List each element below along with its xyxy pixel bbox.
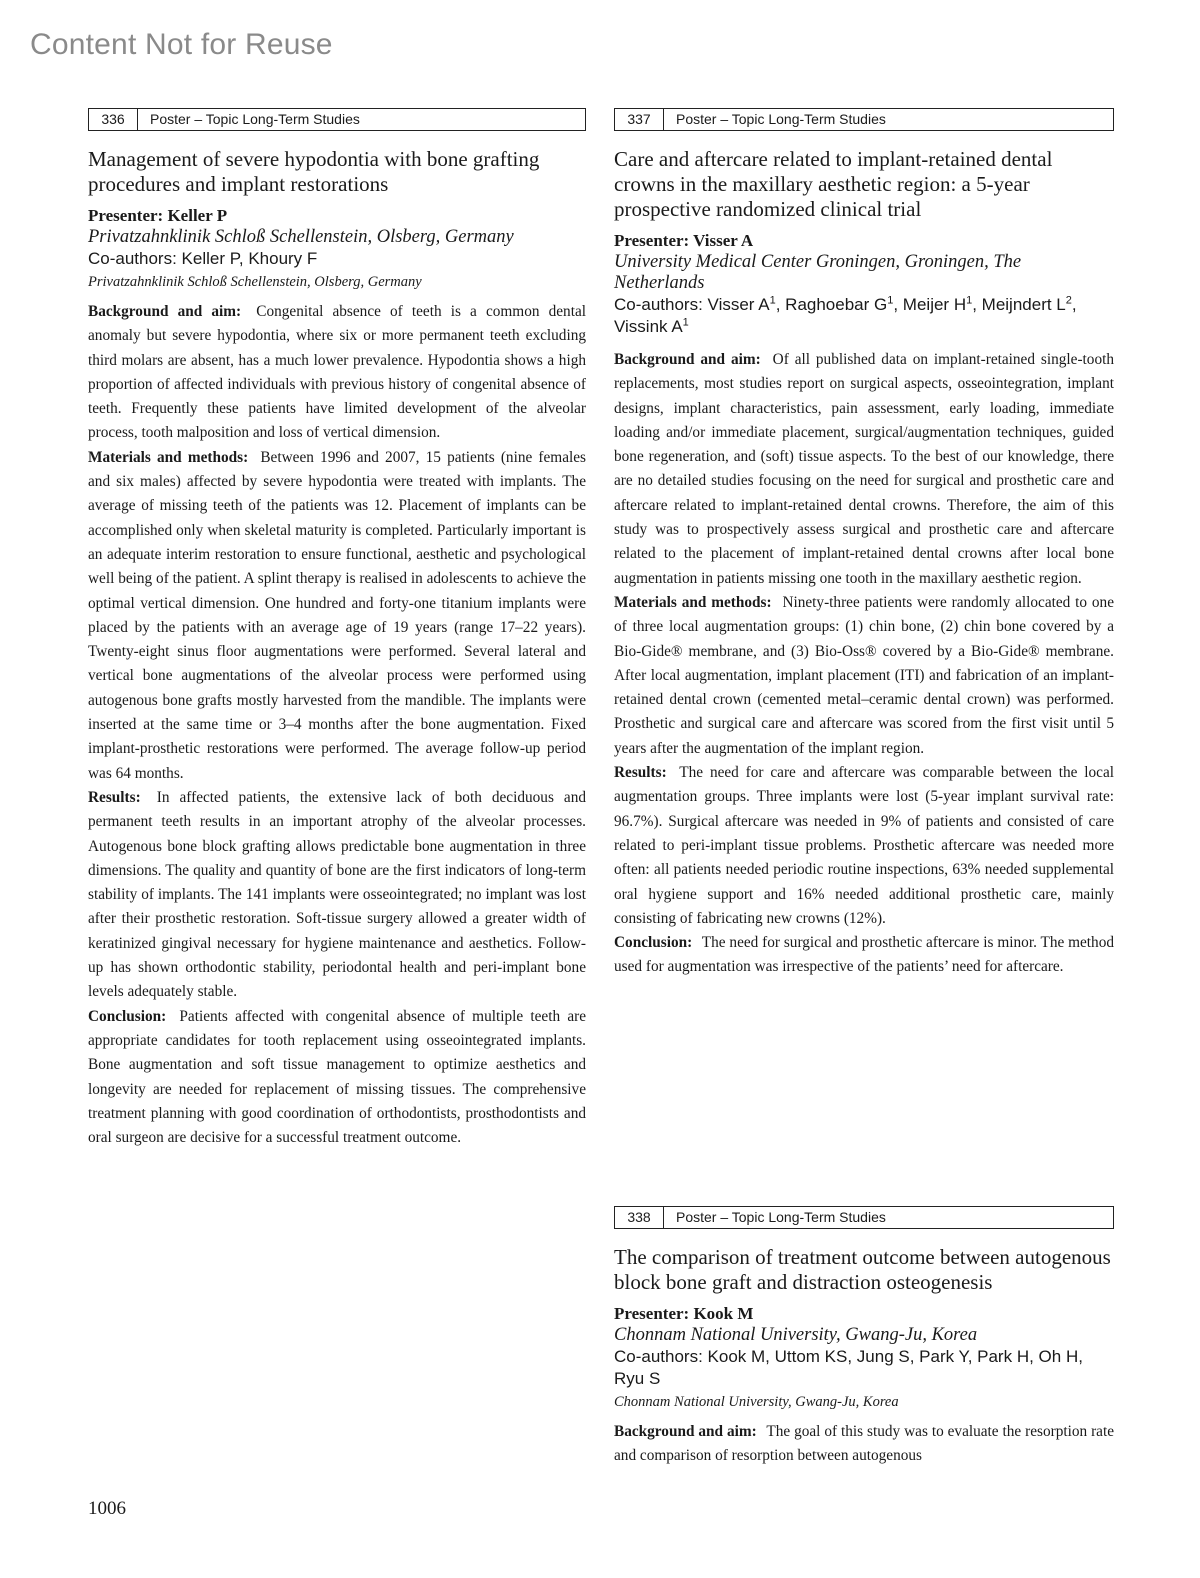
affiliation-mark: 1	[769, 294, 776, 307]
coauthors	[614, 294, 1114, 338]
section-background	[614, 348, 1114, 591]
abstract-337	[614, 108, 1114, 980]
section-label: Background and aim:	[614, 1423, 757, 1440]
affiliation-mark: 1	[682, 316, 689, 329]
section-conclusion	[614, 931, 1114, 980]
abstract-number: 337	[615, 109, 664, 130]
presenter: Presenter: Keller P	[88, 206, 228, 225]
affiliation-mark: 2	[1065, 294, 1072, 307]
section-text: The need for care and aftercare was comparable between the local augmentation groups. Three implants were lost (5-year implant survival rate: 96.7%). Surgical aftercare was needed in 9% of patients and consisted of care related to peri-implant tissue problems. Prosthetic aftercare was needed more often: all patients needed periodic routine inspections, 63% needed supplemental oral hygiene support and 16% needed additional prosthetic care, mainly consisting of fabricating new crowns (12%).	[614, 764, 1114, 927]
abstract-topic: Poster – Topic Long-Term Studies	[150, 111, 360, 127]
section-results	[88, 786, 586, 1005]
section-label: Background and aim:	[614, 351, 761, 368]
section-methods	[88, 446, 586, 786]
section-text: Of all published data on implant-retained single-tooth replacements, most studies report on surgical aspects, osseointegration, implant designs, implant characteristics, pain assessment, early loading, immediate loading and/or immediate placement, surgical/augmentation techniques, guided bone regeneration, and (soft) tissue aspects. To the best of our knowledge, there are no detailed studies focusing on the need for surgical and prosthetic care and aftercare related to implant-retained dental crowns. Therefore, the aim of this study was to prospectively assess surgical and prosthetic care and aftercare related to the placement of implant-retained dental crowns after local bone augmentation in patients missing one tooth in the maxillary aesthetic region.	[614, 351, 1114, 587]
abstract-header	[614, 108, 1114, 131]
presenter: Presenter: Kook M	[614, 1304, 754, 1323]
section-text: Congenital absence of teeth is a common dental anomaly but severe hypodontia, where six or more permanent teeth excluding third molars are absent, has a much lower prevalence. Hypodontia shows a high proportion of affected individuals with previous history of congenital absence of teeth. Frequently these patients have limited development of the alveolar process, tooth malposition and loss of vertical dimension.	[88, 303, 586, 442]
presenter: Presenter: Visser A	[614, 231, 754, 250]
section-conclusion	[88, 1005, 586, 1151]
presenter-affiliation: Privatzahnklinik Schloß Schellenstein, Olsberg, Germany	[88, 227, 514, 247]
page-number: 1006	[88, 1498, 126, 1519]
affiliation-mark: 1	[966, 294, 973, 307]
coauthor-affiliation: Chonnam National University, Gwang-Ju, Korea	[614, 1394, 899, 1410]
section-label: Materials and methods:	[614, 593, 772, 611]
section-label: Conclusion:	[614, 934, 693, 952]
abstract-topic: Poster – Topic Long-Term Studies	[676, 1209, 886, 1225]
section-text: In affected patients, the extensive lack of both deciduous and permanent teeth results in an important atrophy of the alveolar processes. Autogenous bone block grafting allows predictable bone augmentation in three dimensions. The quality and quantity of bone are the first indicators of long-term stability of implants. The 141 implants were osseointegrated; no implant was lost after their prosthetic restoration. Soft-tissue surgery allowed a greater width of keratinized gingival necessary for hygiene maintenance and aesthetics. Follow-up has shown orthodontic stability, periodontal health and peri-implant bone levels adequately stable.	[88, 788, 587, 1001]
section-label: Background and aim:	[88, 303, 242, 320]
abstract-title: Management of severe hypodontia with bone grafting procedures and implant restorations	[88, 147, 540, 196]
abstract-header	[88, 108, 586, 131]
section-label: Materials and methods:	[88, 448, 249, 466]
section-methods	[614, 591, 1114, 761]
affiliation-mark: 1	[887, 294, 894, 307]
abstract-336	[88, 108, 586, 1150]
presenter-affiliation: University Medical Center Groningen, Groningen, The Netherlands	[614, 252, 1022, 293]
abstract-title: The comparison of treatment outcome between autogenous block bone graft and distraction osteogenesis	[614, 1245, 1111, 1294]
section-text: The goal of this study was to evaluate the resorption rate and comparison of resorption between autogenous	[614, 1423, 1114, 1465]
coauthor-name: , Meijer H	[893, 295, 967, 314]
coauthors: Co-authors: Kook M, Uttom KS, Jung S, Park Y, Park H, Oh H, Ryu S	[614, 1347, 1083, 1388]
section-background	[88, 300, 586, 446]
section-results	[614, 761, 1114, 931]
presenter-affiliation: Chonnam National University, Gwang-Ju, Korea	[614, 1325, 978, 1345]
coauthor-name: , Meijndert L	[972, 295, 1066, 314]
abstract-header	[614, 1206, 1114, 1229]
section-text: The need for surgical and prosthetic aftercare is minor. The method used for augmentation was irrespective of the patients’ need for aftercare.	[614, 934, 1114, 976]
abstract-topic: Poster – Topic Long-Term Studies	[676, 111, 886, 127]
coauthor-name: , Vissink A	[614, 295, 1077, 336]
section-text: Patients affected with congenital absence of multiple teeth are appropriate candidates for tooth replacement using osseointegrated implants. Bone augmentation and soft tissue management to optimize aesthetics and longevity are needed for replacement of missing tissues. The comprehensive treatment planning with good coordination of orthodontists, prosthodontists and oral surgeon are decisive for a successful treatment outcome.	[88, 1007, 586, 1147]
section-label: Results:	[88, 788, 141, 806]
coauthors: Co-authors: Keller P, Khoury F	[88, 249, 318, 268]
abstract-number: 338	[615, 1207, 664, 1228]
watermark-text: Content Not for Reuse	[30, 28, 333, 61]
section-label: Conclusion:	[88, 1007, 167, 1025]
coauthor-name: Co-authors: Visser A	[614, 295, 770, 314]
abstract-title: Care and aftercare related to implant-retained dental crowns in the maxillary aesthetic region: a 5-year prospective randomized clinical trial	[614, 147, 1053, 221]
section-text: Ninety-three patients were randomly allocated to one of three local augmentation groups: (1) chin bone, (2) chin bone covered by a Bio-Gide® membrane, and (3) Bio-Oss® covered by a Bio-Gide® membrane. After local augmentation, implant placement (ITI) and fabrication of an implant-retained dental crown (cemented metal–ceramic dental crown) was performed. Prosthetic and surgical care and aftercare was scored from the first visit until 5 years after the augmentation of the implant region.	[614, 593, 1114, 757]
coauthor-name: , Raghoebar G	[775, 295, 888, 314]
section-text: Between 1996 and 2007, 15 patients (nine females and six males) affected by severe hypodontia were treated with implants. The average of missing teeth of the patients was 12. Placement of implants can be accomplished only when skeletal maturity is completed. Particularly important is an adequate interim restoration to ensure functional, aesthetic and psychological well being of the patient. A splint therapy is realised in adolescents to achieve the optimal vertical dimension. One hundred and forty-one titanium implants were placed by the patients with an average age of 19 years (range 17–22 years). Twenty-eight sinus floor augmentations were performed. Several lateral and vertical bone augmentations of the alveolar process were performed using autogenous bone grafts mostly harvested from the mandible. The implants were inserted at the same time or 3–4 months after the bone augmentation. Fixed implant-prosthetic restorations were performed. The average follow-up period was 64 months.	[88, 448, 586, 782]
abstract-number: 336	[89, 109, 138, 130]
coauthor-affiliation: Privatzahnklinik Schloß Schellenstein, Olsberg, Germany	[88, 274, 422, 290]
section-background	[614, 1420, 1114, 1469]
abstract-338	[614, 1206, 1114, 1469]
section-label: Results:	[614, 764, 667, 782]
